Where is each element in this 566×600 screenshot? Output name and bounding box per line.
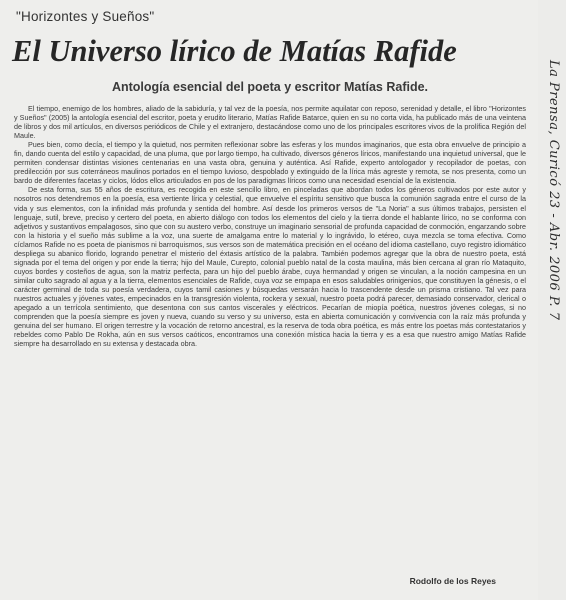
kicker: "Horizontes y Sueños" — [16, 9, 155, 24]
handwritten-source-note — [543, 60, 563, 580]
handwritten-note-text: La Prensa, Curicó 23 - Abr. 2006 P. 7 — [546, 60, 561, 321]
article-body — [14, 104, 526, 348]
paragraph: De esta forma, sus 55 años de escritura, es recogida en este sencillo libro, en pinceladas que abordan todos los géneros cultivados por este autor y nosotros nos detendremos en la poesía, esa vertiente lírica y celestial, que envuelve el espíritu sensitivo que busca la comunión sagrada entre el curso de la vida y sus elementos, con la infinidad más profunda y sentida del hombre. Así desde los primeros versos de "La Noria" a sus últimos trabajos, persisten el lenguaje, sutil, breve, preciso y certero del poeta, en abierto diálogo con todos los elementos del cielo y la tierra donde el hablante lírico, no se conforma con adjetivos y sustantivos empalagosos, sino que con su austero verbo, construye un imaginario sensorial de profunda capacidad de conmoción, engarzando sobre con la historia y el sueño más sublime a la voz, una suerte de amalgama entre lo material y lo ingrávido, lo etéreo, cuya mezcla se toma efectiva. Como cíclamos Rafide no es poeta de pianismos ni barroquismos, sus versos son de matemática precisión en el océano del idioma castellano, cuyo registro idiomático despliega su abanico florido, logrando penetrar el misterio del éxtasis artístico de la palabra. También podemos agregar que la obra de nuestro poeta, está signada por el tema del origen y por ende la tierra; hijo del Maule, Curepto, colonial pueblo natal de la costa maulina, más bien cercana al gran río Mataquito, cuyos bordes y costeños de agua, son la matriz perfecta, para un hijo del pueblo árabe, cuya hermandad y origen se vinculan, a la noción campesina en un similar culto sagrado al agua y a la tierra, elementos esenciales de Rafide, cuya voz se empapa en esos saludables orinigenios, que constituyen la génesis, o el carácter germinal de toda su poesía verdadera, cuyos tamil casiones y búsquedas versarán hacia lo trascendente desde un prisma cristiano. Tal vez para nuestros actuales y jóvenes vates, empecinados en la transgresión violenta, rockera y sexual, nuestro poeta podrá parecer, demasiado conservador, clerical o apegado a un terrícola sentimiento, que desentona con sus cantos viscerales y eléctricos. Pecarían de miopía poética, nuestros jóvenes colegas, si no comprenden que la poesía siempre es joven y nueva, cuando su verso y su universo, esta en abierta comunicación y convivencia con la raíz más profunda y genuina del ser humano. El origen terrestre y la vocación de retorno ancestral, es la reserva de toda obra poética, es más entre los poetas más contestatarios y rebeldes como Pablo De Rokha, aún en sus versos caóticos, encontramos una conexión mística hacia la tierra y es a esa que nuestro amigo Matías Rafide siempre ha desarrollado en su extensa y destacada obra. — [14, 185, 526, 349]
paragraph: El tiempo, enemigo de los hombres, aliado de la sabiduría, y tal vez de la poesía, nos permite aquilatar con reposo, serenidad y detalle, el libro "Horizontes y Sueños" (2005) la antología esencial del escritor, poeta y erudito literario, Matías Rafide Batarce, quien en su no corta vida, ha publicado más de una veintena de libros y dos mil artículos, en diversos periódicos de Chile y el extranjero, destacándose como uno de los principales escritores vivos de la prolífica Región del Maule. — [14, 104, 526, 141]
paragraph: Pues bien, como decía, el tiempo y la quietud, nos permiten reflexionar sobre las esferas y los mundos imaginarios, que esta obra envuelve de principio a fin, dando cuenta del estilo y capacidad, de una pluma, que por largo tiempo, ha cultivado, diversos géneros líricos, manifestando una inquietud universal, que le permiten condensar distintas visiones centenarias en una vasta obra, genuina y auténtica. Así Rafide, experto antologador y recopilador de poetas, con predilección por sus coterráneos maulinos portados en el tiempo luvioso, despoblado y extinguido de la lírica más agreste y remota, se nos presenta, como un bardo de diferentes facetas y ciclos, lódos ellos articulados en pos de los paradigmas líricos como una necesidad esencial de la existencia. — [14, 140, 526, 186]
headline: El Universo lírico de Matías Rafide — [12, 34, 457, 68]
subhead: Antología esencial del poeta y escritor Matías Rafide. — [111, 80, 429, 94]
byline: Rodolfo de los Reyes — [409, 576, 496, 586]
